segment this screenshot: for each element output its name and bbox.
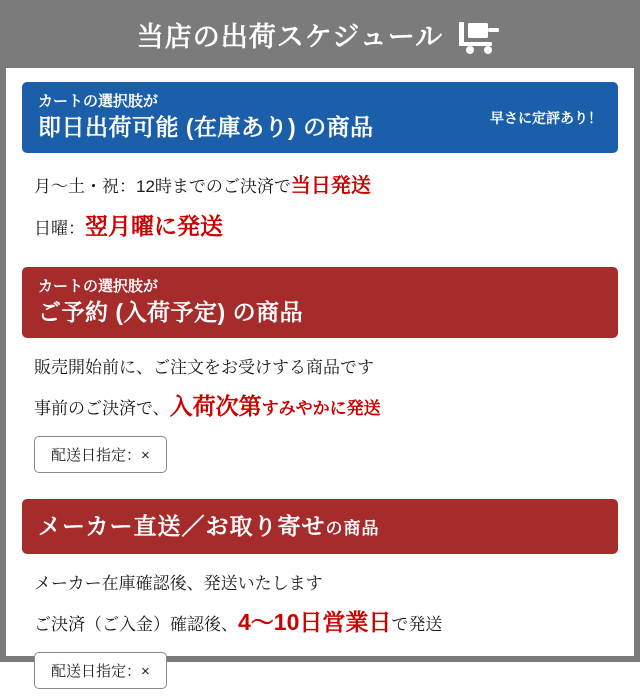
band-big-label-direct-shipping-suffix: の商品 bbox=[325, 519, 380, 539]
page-title: 当店の出荷スケジュール bbox=[136, 21, 444, 52]
detail-line-direct-ship bbox=[34, 601, 606, 645]
band-small-label-reservation: カートの選択肢が bbox=[38, 277, 159, 295]
detail-line-reservation-ship bbox=[34, 385, 606, 429]
detail-line-direct-info bbox=[34, 568, 606, 600]
detail-line-reservation-info bbox=[34, 352, 606, 384]
detail-lead-weekday: 月〜土・祝：12時までのご決済で bbox=[34, 177, 291, 197]
detail-emphasis-weekday: 当日発送 bbox=[290, 175, 371, 198]
section-band-direct-shipping bbox=[22, 499, 618, 554]
band-text-in-stock bbox=[38, 92, 374, 143]
detail-in-stock bbox=[22, 153, 618, 255]
section-band-reservation bbox=[22, 267, 618, 338]
detail-line-sunday bbox=[34, 205, 606, 249]
detail-line-weekday bbox=[34, 167, 606, 205]
detail-lead-direct-info: メーカー在庫確認後、発送いたします bbox=[34, 574, 323, 594]
band-big-label-reservation: ご予約 (入荷予定) の商品 bbox=[38, 299, 304, 326]
hand-truck-icon bbox=[457, 20, 503, 54]
detail-emphasis-reservation-ship-tail: すみやかに発送 bbox=[261, 398, 381, 418]
detail-emphasis-direct-ship: 4〜10日営業日 bbox=[238, 608, 392, 635]
band-note-in-stock: 早さに定評あり！ bbox=[490, 109, 602, 126]
detail-emphasis-direct-ship-tail: で発送 bbox=[391, 614, 443, 634]
delivery-date-tag-reservation: 配送日指定：× bbox=[34, 436, 167, 473]
detail-emphasis-reservation-ship: 入荷次第 bbox=[169, 392, 262, 419]
delivery-date-tag-direct-shipping: 配送日指定：× bbox=[34, 652, 167, 689]
band-big-label-direct-shipping bbox=[38, 511, 380, 542]
band-big-label-direct-shipping-main: メーカー直送／お取り寄せ bbox=[38, 513, 326, 540]
detail-direct-shipping bbox=[22, 554, 618, 699]
detail-lead-sunday: 日曜： bbox=[34, 219, 85, 239]
detail-emphasis-sunday: 翌月曜に発送 bbox=[85, 213, 223, 240]
detail-lead-reservation-ship: 事前のご決済で、 bbox=[34, 398, 170, 418]
page-header bbox=[6, 6, 634, 68]
section-band-in-stock bbox=[22, 82, 618, 153]
schedule-content bbox=[6, 68, 634, 699]
detail-reservation bbox=[22, 338, 618, 483]
detail-lead-reservation-info: 販売開始前に、ご注文をお受けする商品です bbox=[34, 358, 374, 378]
band-small-label-in-stock: カートの選択肢が bbox=[38, 93, 159, 110]
detail-lead-direct-ship: ご決済（ご入金）確認後、 bbox=[34, 614, 238, 634]
band-text-reservation bbox=[38, 277, 303, 328]
band-big-label-in-stock: 即日出荷可能 (在庫あり) の商品 bbox=[38, 114, 374, 141]
band-text-direct-shipping bbox=[38, 511, 380, 542]
